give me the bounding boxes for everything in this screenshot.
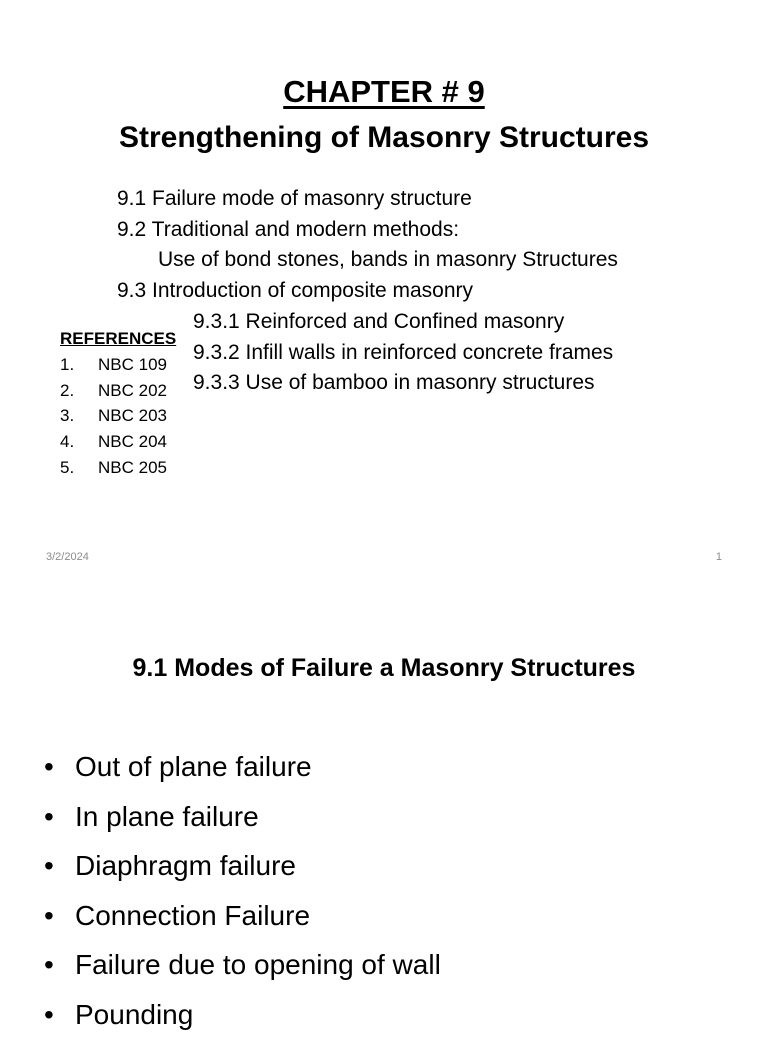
toc-subitem: 9.3.1 Reinforced and Confined masonry <box>193 309 564 335</box>
toc-subline: Use of bond stones, bands in masonry Structures <box>158 247 618 273</box>
reference-label: NBC 205 <box>98 458 167 477</box>
bullet-text: Diaphragm failure <box>75 850 296 881</box>
bullet-icon: • <box>44 891 75 941</box>
reference-number: 2. <box>60 381 98 401</box>
bullet-text: Out of plane failure <box>75 751 312 782</box>
reference-item <box>60 406 167 426</box>
bullet-text: Pounding <box>75 999 193 1030</box>
bullet-text: Failure due to opening of wall <box>75 949 441 980</box>
reference-number: 1. <box>60 355 98 375</box>
bullet-item <box>44 742 441 792</box>
reference-label: NBC 204 <box>98 432 167 451</box>
reference-item <box>60 355 167 375</box>
reference-number: 4. <box>60 432 98 452</box>
bullet-icon: • <box>44 990 75 1039</box>
bullet-list <box>44 742 441 1039</box>
references-heading: REFERENCES <box>60 329 176 349</box>
bullet-icon: • <box>44 792 75 842</box>
toc-item: 9.3 Introduction of composite masonry <box>117 278 473 304</box>
footer-date: 3/2/2024 <box>46 551 89 563</box>
bullet-icon: • <box>44 742 75 792</box>
slide-title: 9.1 Modes of Failure a Masonry Structures <box>0 652 768 684</box>
toc-item: 9.1 Failure mode of masonry structure <box>117 186 472 212</box>
bullet-item <box>44 990 441 1039</box>
reference-label: NBC 109 <box>98 355 167 374</box>
bullet-icon: • <box>44 841 75 891</box>
bullet-text: In plane failure <box>75 801 259 832</box>
bullet-icon: • <box>44 940 75 990</box>
reference-item <box>60 381 167 401</box>
bullet-item <box>44 841 441 891</box>
slide-title: Strengthening of Masonry Structures <box>0 120 768 156</box>
reference-number: 5. <box>60 458 98 478</box>
toc-subitem: 9.3.3 Use of bamboo in masonry structures <box>193 370 595 396</box>
toc-subitem: 9.3.2 Infill walls in reinforced concrete frames <box>193 340 613 366</box>
bullet-item <box>44 891 441 941</box>
chapter-title: CHAPTER # 9 <box>0 74 768 110</box>
reference-number: 3. <box>60 406 98 426</box>
toc-item: 9.2 Traditional and modern methods: <box>117 217 459 243</box>
bullet-item <box>44 940 441 990</box>
reference-item <box>60 432 167 452</box>
reference-item <box>60 458 167 478</box>
bullet-text: Connection Failure <box>75 900 310 931</box>
reference-label: NBC 203 <box>98 406 167 425</box>
bullet-item <box>44 792 441 842</box>
slide-2 <box>0 580 768 1024</box>
reference-label: NBC 202 <box>98 381 167 400</box>
footer-page-number: 1 <box>716 551 722 563</box>
